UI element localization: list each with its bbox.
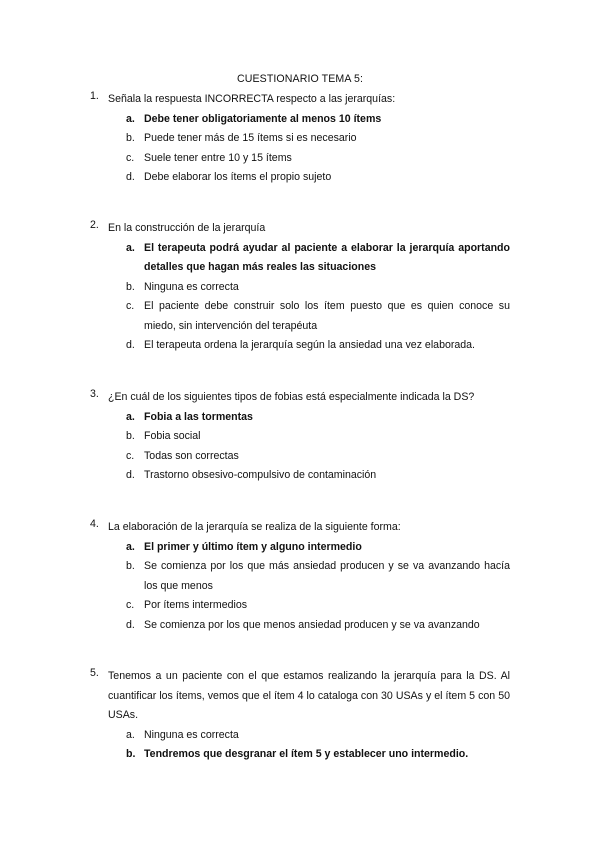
question-text: Señala la respuesta INCORRECTA respecto a las jerarquías:: [108, 93, 396, 105]
question-text: ¿En cuál de los siguientes tipos de fobias está especialmente indicada la DS?: [108, 391, 475, 403]
option-d: d. Se comienza por los que menos ansiedad producen y se va avanzando: [126, 618, 480, 631]
options-list: [90, 110, 510, 188]
question-number: 5.: [90, 667, 99, 679]
question-text: En la construcción de la jerarquía: [108, 222, 266, 234]
option-b: b. Se comienza por los que más ansiedad producen y se va avanzando hacía los que menos: [126, 560, 510, 592]
options-list: [90, 239, 510, 356]
option-b: b. Ninguna es correcta: [126, 280, 239, 293]
option-b: b. Fobia social: [126, 430, 201, 442]
option-a: a. El terapeuta podrá ayudar al paciente a elaborar la jerarquía aportando detalles que hagan más reales las situaciones: [126, 241, 510, 273]
options-list: [90, 538, 510, 636]
question-5: [90, 667, 510, 765]
question-number: 4.: [90, 518, 99, 530]
option-a: a. Debe tener obligatoriamente al menos 10 ítems: [126, 112, 382, 125]
option-d: d. Debe elaborar los ítems el propio sujeto: [126, 171, 332, 183]
option-d: d. Trastorno obsesivo-compulsivo de contaminación: [126, 469, 377, 481]
option-a: a. El primer y último ítem y alguno intermedio: [126, 540, 362, 553]
option-a: a. Ninguna es correcta: [126, 728, 239, 741]
page-title: CUESTIONARIO TEMA 5:: [236, 73, 363, 85]
option-a: a. Fobia a las tormentas: [126, 410, 253, 423]
question-3: [90, 388, 510, 486]
question-number: 3.: [90, 388, 99, 400]
question-number: 2.: [90, 219, 99, 231]
question-2: [90, 219, 510, 356]
options-list: [90, 726, 510, 765]
question-1: [90, 90, 510, 188]
question-text: La elaboración de la jerarquía se realiza de la siguiente forma:: [108, 521, 401, 533]
option-c: c. El paciente debe construir solo los ítem puesto que es quien conoce su miedo, sin intervención del terapéuta: [126, 300, 510, 332]
option-c: c. Por ítems intermedios: [126, 599, 248, 611]
options-list: [90, 408, 510, 486]
question-4: [90, 518, 510, 635]
option-c: c. Todas son correctas: [126, 449, 239, 462]
option-b: b. Tendremos que desgranar el ítem 5 y establecer uno intermedio.: [126, 748, 469, 760]
option-d: d. El terapeuta ordena la jerarquía según la ansiedad una vez elaborada.: [126, 339, 475, 351]
option-b: b. Puede tener más de 15 ítems si es necesario: [126, 132, 357, 144]
option-c: c. Suele tener entre 10 y 15 ítems: [126, 151, 292, 164]
question-number: 1.: [90, 90, 99, 102]
question-text: Tenemos a un paciente con el que estamos realizando la jerarquía para la DS. Al cuantificar los ítems, vemos que el ítem 4 lo cataloga con 30 USAs y el ítem 5 con 50 USAs.: [108, 670, 510, 721]
